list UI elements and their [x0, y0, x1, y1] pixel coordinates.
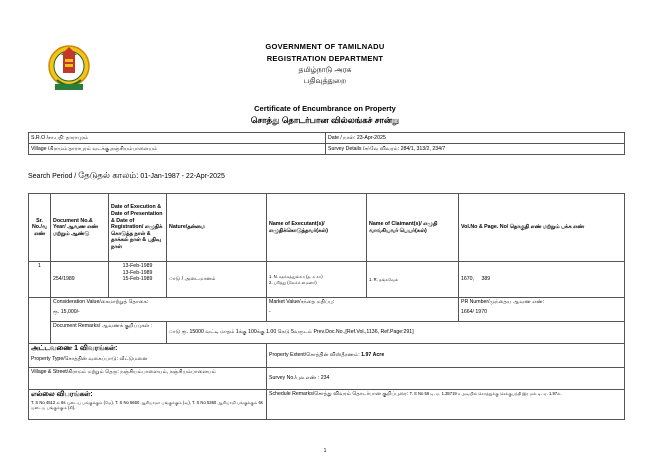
row-volpage — [459, 262, 625, 298]
header-department-tamil: பதிவுத்துறை — [303, 76, 347, 85]
schedule-title: அட்டவணை 1 விவரங்கள்: — [31, 345, 118, 352]
row-date-presentation: 13-Feb-1989 — [122, 269, 153, 276]
schedule-cell — [29, 344, 267, 368]
info-table — [28, 132, 625, 155]
page-number: 1 — [323, 448, 327, 454]
boundary-title: எல்லை விபரங்கள்: — [31, 391, 93, 398]
row-document: 254/1989 — [51, 262, 109, 298]
boundary-text: T. S No 4512 ல் 6s யுடைய பங்குக்கும் (மே), T. S No 5660 ஆசியாமா பங்குக்கும் (வ), T. S No 5360 ஆசியாமி பங்குக்கும் 6s யுடைய பங்குக்கும் (கி), — [31, 399, 263, 410]
row-vol: 1670, — [461, 276, 474, 283]
header-claimant: Name of Claimant(s)/ எழுதி வாங்கியவர் பெயர்(கள்) — [367, 194, 459, 262]
survey-no-label: Survey No./புல எண் : — [269, 375, 320, 382]
table-row — [29, 262, 625, 298]
boundary-cell — [29, 390, 267, 420]
row-claimants — [367, 262, 459, 298]
village-row — [29, 368, 625, 390]
header-government: GOVERNMENT OF TAMILNADU — [265, 42, 385, 51]
search-period — [28, 170, 225, 182]
property-type-label: Property Type/சொத்தின் வகைப்பாடு: — [31, 355, 119, 362]
certificate-title-tamil: சொத்து தொடர்பான வில்லங்கச் சான்று — [250, 115, 400, 125]
extent-value: 1.97 Acre — [361, 352, 385, 359]
consideration-cell — [51, 298, 267, 322]
schedule-row — [29, 344, 625, 368]
row-date-execution: 13-Feb-1989 — [122, 263, 153, 269]
header-document: Document No.& Year/ ஆவண எண் மற்றும் ஆண்டு — [51, 194, 109, 262]
values-row — [29, 298, 625, 322]
header-nature: Nature/தன்மை — [167, 194, 267, 262]
row-date-registration: 15-Feb-1989 — [122, 276, 153, 282]
row-dates — [109, 262, 167, 298]
search-period-tamil: தேடுதல் காலம்: — [78, 170, 139, 180]
pr-number-value: 1664/ 1970 — [461, 308, 487, 315]
row-nature: ாடு / அடைமானம் — [167, 262, 267, 298]
header-sno: Sr. No./வ எண் — [29, 194, 51, 262]
executant-1: 1. N. சதக்கத்துல்லா (த. க கா) — [269, 274, 323, 280]
market-value-label: Market Value/சந்தை மதிப்பு: — [269, 299, 335, 305]
search-period-label: Search Period / — [28, 173, 77, 180]
consideration-value: ரூ. 15,000/- — [53, 308, 80, 315]
encumbrance-table — [28, 193, 625, 420]
schedule-remarks-cell — [267, 390, 625, 420]
spacer-cell — [29, 298, 51, 322]
spacer-cell — [29, 322, 51, 344]
header-executant: Name of Executant(s)/ எழுதிக்கொடுத்தவர்(கள்) — [267, 194, 367, 262]
village-street-cell — [29, 368, 267, 390]
extent-cell — [267, 344, 625, 368]
executant-2: 2. பரித்து (லேக்க் மைனர்) — [269, 279, 317, 285]
date-cell: Date / நாள்: 23-Apr-2025 — [326, 133, 625, 144]
survey-details-cell: Survey Details /சர்வே விவரம்: 284/1, 313/2, 234/7 — [326, 144, 625, 155]
row-sno: 1 — [29, 262, 51, 298]
search-period-range: 01-Jan-1987 - 22-Apr-2025 — [140, 173, 225, 180]
header-volpage: Vol.No & Page. No/ தொகுதி எண் மற்றும் பக்க எண் — [459, 194, 625, 262]
pr-number-cell — [459, 298, 625, 322]
schedule-remarks-value: T. S No 56 டி. ஏ. 1.35719 ச அடியில் சொத்துக்கு செக்குபந்தி இர மல் டி. ஏ. 1.97ல். — [409, 391, 562, 396]
property-type-value: வீட்டுமனை — [119, 355, 148, 362]
header-row — [29, 194, 625, 262]
market-value-value: - — [269, 308, 271, 315]
remarks-value: ாடு ரூ. 15000 வட்டி மாதம் 1க்கு 100க்கு 1.00 கெடு 5வருடம் Prev.Doc.No.,[Ref.Vol.,1136, Ref.Page:291] — [167, 322, 625, 344]
remarks-label: Document Remarks/ ஆவணக் குறிப்புகள் : — [51, 322, 167, 344]
pr-number-label: PR Number/முந்தைய ஆவண எண்: — [461, 299, 545, 305]
row-executants — [267, 262, 367, 298]
row-page: 389 — [481, 276, 491, 283]
village-street-value: நஞ்சியம்பாளையம், நஞ்சியம்பாளையம் — [120, 369, 216, 375]
sro-cell: S.R.O /சா.பதி: தாராபுரம் — [29, 133, 326, 144]
header-government-tamil: தமிழ்நாடு அரசு — [298, 65, 352, 74]
survey-no-value: 234 — [320, 375, 330, 382]
schedule-remarks-label: Schedule Remarks/சொத்து விவரம் தொடர்பான குறிப்புரை: — [269, 391, 409, 397]
claimant-1: 1. R. தங்கவேல் — [369, 276, 399, 282]
boundary-row — [29, 390, 625, 420]
header-department: REGISTRATION DEPARTMENT — [266, 54, 384, 63]
village-cell: Village /கிராமம்:தாராபுரம் வடக்கு,நஞ்சியம்பாளையம் — [29, 144, 326, 155]
certificate-title: Certificate of Encumbrance on Property — [254, 104, 396, 113]
header-dates: Date of Execution & Date of Presentation & Date of Registration/ எழுதிக் கொடுத்த நாள் & தாக்கல் நாள் & பதிவு நாள் — [109, 194, 167, 262]
consideration-label: Consideration Value/கைமாற்றுத் தொகை: — [53, 299, 149, 305]
market-value-cell — [267, 298, 459, 322]
extent-label: Property Extent/சொத்தின் விஸ்தீரணம்: — [269, 352, 360, 359]
survey-no-cell — [267, 368, 625, 390]
village-street-label: Village & Street/கிராமம் மற்றும் தெரு: — [31, 369, 119, 375]
remarks-row — [29, 322, 625, 344]
